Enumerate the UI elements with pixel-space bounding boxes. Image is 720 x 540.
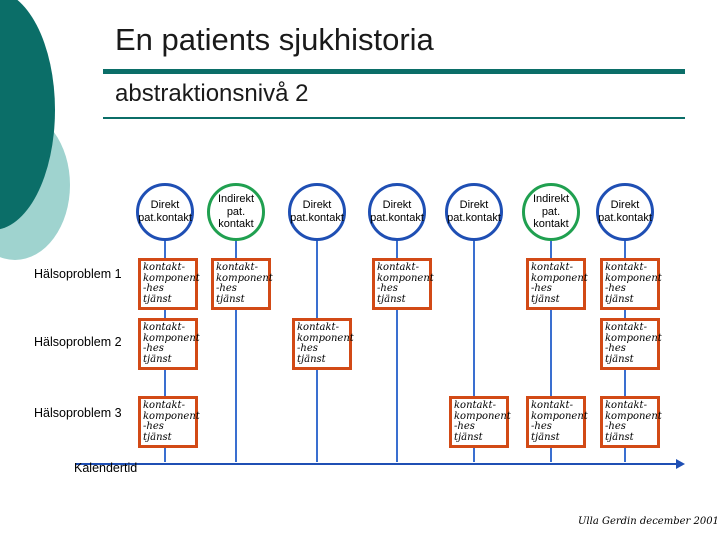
page-title: En patients sjukhistoria (115, 22, 434, 57)
contact-label: Indirekt pat. kontakt (217, 193, 255, 231)
contact-component-box: kontakt- komponent -hes tjänst (526, 396, 586, 448)
contact-component-box: kontakt- komponent -hes tjänst (526, 258, 586, 310)
contact-component-box: kontakt- komponent -hes tjänst (292, 318, 352, 370)
contact-component-box: kontakt- komponent -hes tjänst (138, 258, 198, 310)
contact-label: Direkt pat.kontakt (598, 199, 652, 224)
health-problem-label: Hälsoproblem 1 (34, 267, 122, 281)
contact-label: Indirekt pat. kontakt (532, 193, 570, 231)
health-problem-label: Hälsoproblem 3 (34, 406, 122, 420)
direct-contact-node (596, 183, 654, 241)
contact-component-box: kontakt- komponent -hes tjänst (600, 318, 660, 370)
contact-component-box: kontakt- komponent -hes tjänst (211, 258, 271, 310)
decor-circle-large (0, 0, 55, 230)
timeline-label: Kalendertid (74, 461, 138, 475)
page-subtitle: abstraktionsnivå 2 (115, 80, 309, 107)
subtitle-divider (103, 117, 685, 119)
contact-label: Direkt pat.kontakt (138, 199, 192, 224)
contact-label: Direkt pat.kontakt (447, 199, 501, 224)
timeline-arrowhead-icon (676, 459, 685, 469)
author-credit: Ulla Gerdin december 2001 (578, 516, 719, 527)
contact-label: Direkt pat.kontakt (370, 199, 424, 224)
direct-contact-node (288, 183, 346, 241)
contact-label: Direkt pat.kontakt (290, 199, 344, 224)
timeline-axis (76, 463, 678, 465)
indirect-contact-node (207, 183, 265, 241)
contact-component-box: kontakt- komponent -hes tjänst (138, 318, 198, 370)
indirect-contact-node (522, 183, 580, 241)
direct-contact-node (136, 183, 194, 241)
direct-contact-node (368, 183, 426, 241)
direct-contact-node (445, 183, 503, 241)
contact-component-box: kontakt- komponent -hes tjänst (372, 258, 432, 310)
contact-component-box: kontakt- komponent -hes tjänst (600, 258, 660, 310)
contact-component-box: kontakt- komponent -hes tjänst (449, 396, 509, 448)
contact-component-box: kontakt- komponent -hes tjänst (600, 396, 660, 448)
title-divider (103, 69, 685, 74)
contact-component-box: kontakt- komponent -hes tjänst (138, 396, 198, 448)
health-problem-label: Hälsoproblem 2 (34, 335, 122, 349)
